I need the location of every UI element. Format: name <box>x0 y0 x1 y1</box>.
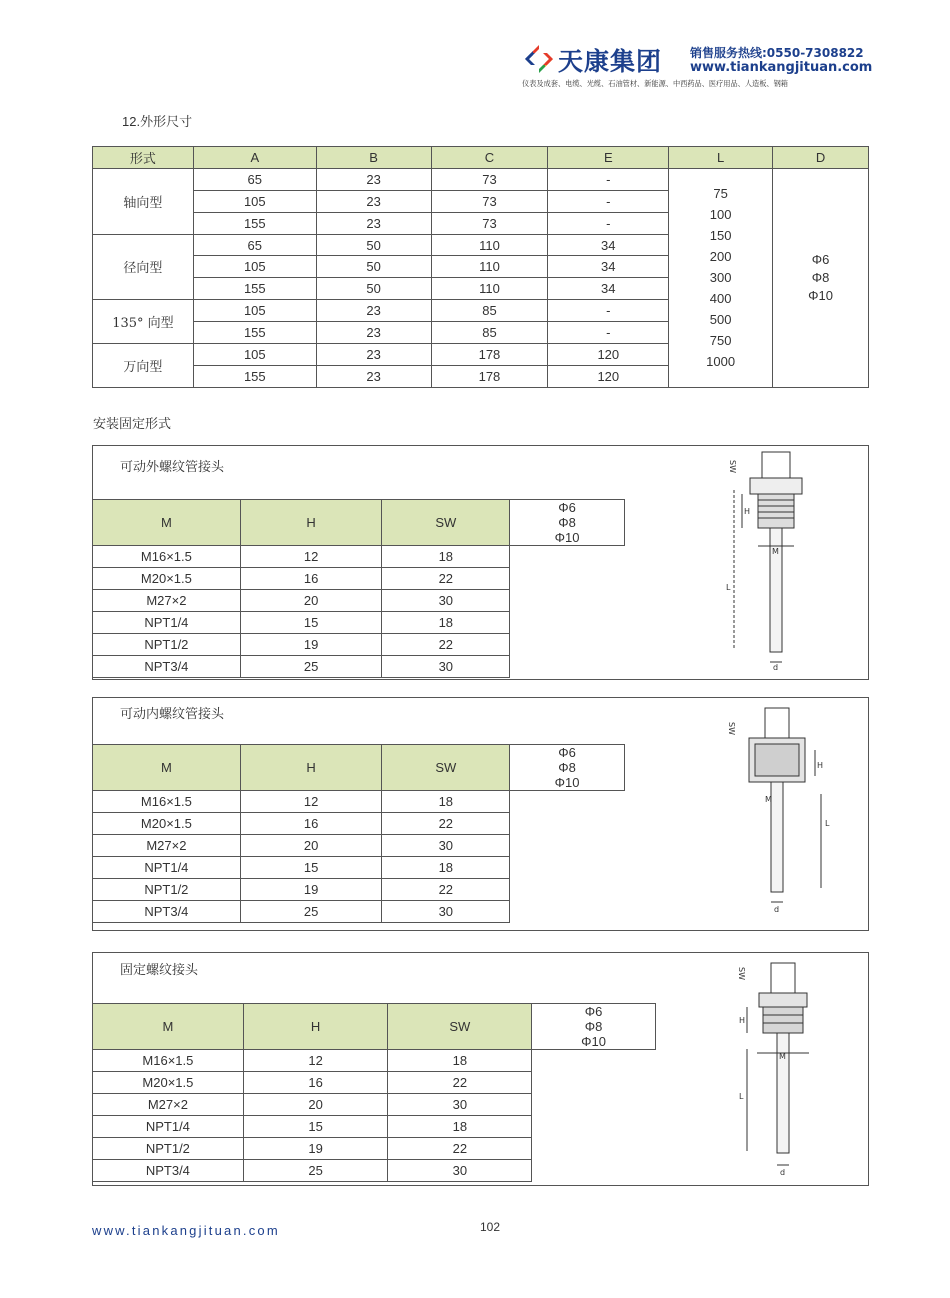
install-header-row <box>93 500 625 546</box>
business-tagline: 仪表及成套、电缆、光缆、石油管材、新能源、中西药品、医疗用品、人造板、钢箱 <box>522 79 788 88</box>
cell-b: 23 <box>316 344 431 366</box>
cell-sw: 18 <box>388 1050 532 1072</box>
header-d: D <box>773 147 869 169</box>
cell-m: NPT1/2 <box>93 634 241 656</box>
cell-b: 23 <box>316 190 431 212</box>
cell-a: 105 <box>193 256 316 278</box>
footer-website-link[interactable]: www.tiankangjituan.com <box>92 1223 280 1238</box>
cell-sw: 30 <box>382 901 510 923</box>
cell-m: M20×1.5 <box>93 1072 244 1094</box>
cell-sw: 18 <box>382 857 510 879</box>
m-label: M <box>765 795 772 804</box>
install-section-internal-thread <box>92 697 869 931</box>
cell-m: M27×2 <box>93 1094 244 1116</box>
table-row <box>93 879 625 901</box>
cell-e: 120 <box>548 344 669 366</box>
cell-sw: 18 <box>388 1116 532 1138</box>
cell-h: 12 <box>240 791 382 813</box>
l-values-cell <box>669 168 773 387</box>
cell-b: 23 <box>316 322 431 344</box>
d-values-cell <box>510 745 625 791</box>
install-table <box>92 499 625 678</box>
d-label: d <box>773 663 779 672</box>
cell-m: NPT1/2 <box>93 1138 244 1160</box>
cell-sw: 30 <box>388 1160 532 1182</box>
brand-logo-icon <box>522 42 556 76</box>
d-values-cell <box>773 168 869 387</box>
cell-sw: 18 <box>382 791 510 813</box>
install-header-row <box>93 745 625 791</box>
cell-h: 20 <box>243 1094 388 1116</box>
header-c: C <box>431 147 548 169</box>
cell-m: NPT1/4 <box>93 857 241 879</box>
cell-h: 15 <box>240 612 382 634</box>
dimension-table <box>92 146 869 388</box>
cell-sw: 18 <box>382 612 510 634</box>
table-row <box>93 656 625 678</box>
section-title-installation: 安装固定形式 <box>93 417 172 432</box>
cell-h: 25 <box>240 656 382 678</box>
cell-sw: 30 <box>382 835 510 857</box>
cell-m: M20×1.5 <box>93 813 241 835</box>
sw-label: SW <box>737 967 746 980</box>
header-sw: SW <box>382 745 510 791</box>
l-value: 400 <box>709 291 732 307</box>
cell-m: NPT3/4 <box>93 901 241 923</box>
cell-c: 73 <box>431 212 548 234</box>
l-value: 100 <box>709 207 732 223</box>
table-row <box>93 590 625 612</box>
l-value: 750 <box>709 333 732 349</box>
cell-b: 50 <box>316 234 431 256</box>
cell-m: M27×2 <box>93 835 241 857</box>
table-row <box>93 1094 656 1116</box>
cell-sw: 22 <box>388 1138 532 1160</box>
table-row <box>93 1160 656 1182</box>
header-sw: SW <box>388 1004 532 1050</box>
cell-c: 73 <box>431 168 548 190</box>
internal-thread-fitting-drawing <box>721 706 841 924</box>
brand-name: 天康集团 <box>558 47 663 76</box>
d-value: Φ8 <box>811 269 830 285</box>
cell-a: 155 <box>193 278 316 300</box>
m-label: M <box>779 1052 786 1061</box>
install-section-title: 可动外螺纹管接头 <box>120 460 225 475</box>
cell-e: 120 <box>548 365 669 387</box>
cell-c: 85 <box>431 322 548 344</box>
cell-sw: 18 <box>382 546 510 568</box>
type-cell: 轴向型 <box>93 168 194 234</box>
cell-h: 25 <box>240 901 382 923</box>
cell-b: 50 <box>316 278 431 300</box>
type-cell: 万向型 <box>93 344 194 388</box>
cell-h: 16 <box>240 813 382 835</box>
fixed-thread-fitting-drawing <box>729 959 839 1181</box>
table-row <box>93 568 625 590</box>
table-row <box>93 791 625 813</box>
d-label: d <box>780 1168 786 1177</box>
cell-b: 23 <box>316 212 431 234</box>
table-row <box>93 1072 656 1094</box>
header-m: M <box>93 745 241 791</box>
cell-a: 105 <box>193 344 316 366</box>
l-value: 150 <box>709 228 732 244</box>
cell-m: M20×1.5 <box>93 568 241 590</box>
cell-h: 20 <box>240 835 382 857</box>
type-cell: 径向型 <box>93 234 194 300</box>
type-cell: 135° 向型 <box>93 300 194 344</box>
d-value: Φ10 <box>554 775 580 790</box>
cell-c: 178 <box>431 344 548 366</box>
l-value: 75 <box>713 186 728 202</box>
header-h: H <box>240 745 382 791</box>
sw-label: SW <box>728 460 737 473</box>
install-section-external-thread <box>92 445 869 680</box>
cell-a: 105 <box>193 190 316 212</box>
h-label: H <box>817 761 824 770</box>
cell-sw: 22 <box>382 879 510 901</box>
cell-e: 34 <box>548 256 669 278</box>
table-row <box>93 835 625 857</box>
d-value: Φ8 <box>584 1019 603 1034</box>
install-header-row <box>93 1004 656 1050</box>
l-value: 1000 <box>706 354 736 370</box>
table-row <box>93 1138 656 1160</box>
cell-sw: 30 <box>382 656 510 678</box>
cell-m: NPT3/4 <box>93 656 241 678</box>
table-row <box>93 813 625 835</box>
cell-e: - <box>548 212 669 234</box>
cell-h: 16 <box>240 568 382 590</box>
cell-sw: 22 <box>382 813 510 835</box>
cell-m: M27×2 <box>93 590 241 612</box>
l-value: 200 <box>709 249 732 265</box>
table-row <box>93 612 625 634</box>
cell-h: 12 <box>240 546 382 568</box>
cell-e: - <box>548 190 669 212</box>
external-thread-fitting-drawing <box>720 450 840 672</box>
install-section-fixed-thread <box>92 952 869 1186</box>
cell-m: NPT1/2 <box>93 879 241 901</box>
cell-c: 73 <box>431 190 548 212</box>
cell-h: 19 <box>243 1138 388 1160</box>
cell-c: 110 <box>431 256 548 278</box>
cell-h: 20 <box>240 590 382 612</box>
table-header-row <box>93 147 869 169</box>
cell-sw: 30 <box>388 1094 532 1116</box>
cell-h: 19 <box>240 634 382 656</box>
l-label: L <box>825 819 830 828</box>
cell-h: 15 <box>240 857 382 879</box>
table-row <box>93 546 625 568</box>
header-h: H <box>243 1004 388 1050</box>
cell-a: 155 <box>193 212 316 234</box>
cell-h: 19 <box>240 879 382 901</box>
d-value: Φ6 <box>558 745 576 760</box>
cell-b: 23 <box>316 168 431 190</box>
m-label: M <box>772 547 779 556</box>
cell-c: 110 <box>431 234 548 256</box>
install-section-title: 固定螺纹接头 <box>120 963 199 978</box>
d-value: Φ10 <box>554 530 580 545</box>
cell-sw: 22 <box>382 568 510 590</box>
header-l: L <box>669 147 773 169</box>
header-type: 形式 <box>93 147 194 169</box>
sw-label: SW <box>727 722 736 735</box>
cell-m: NPT1/4 <box>93 1116 244 1138</box>
header-e: E <box>548 147 669 169</box>
cell-e: - <box>548 322 669 344</box>
d-value: Φ8 <box>558 760 576 775</box>
d-value: Φ10 <box>808 287 833 303</box>
d-values-cell <box>510 500 625 546</box>
cell-h: 25 <box>243 1160 388 1182</box>
header-a: A <box>193 147 316 169</box>
d-value: Φ6 <box>558 500 576 515</box>
cell-c: 110 <box>431 278 548 300</box>
table-row <box>93 901 625 923</box>
cell-e: - <box>548 168 669 190</box>
cell-e: 34 <box>548 234 669 256</box>
d-label: d <box>774 905 780 914</box>
cell-h: 12 <box>243 1050 388 1072</box>
cell-e: 34 <box>548 278 669 300</box>
cell-m: NPT3/4 <box>93 1160 244 1182</box>
cell-m: NPT1/4 <box>93 612 241 634</box>
cell-e: - <box>548 300 669 322</box>
cell-a: 155 <box>193 365 316 387</box>
table-row <box>93 1116 656 1138</box>
l-value: 500 <box>709 312 732 328</box>
cell-sw: 30 <box>382 590 510 612</box>
cell-m: M16×1.5 <box>93 546 241 568</box>
l-label: L <box>726 583 731 592</box>
header-website-link[interactable]: www.tiankangjituan.com <box>690 60 873 75</box>
table-row <box>93 1050 656 1072</box>
l-label: L <box>739 1092 744 1101</box>
cell-m: M16×1.5 <box>93 791 241 813</box>
section-title-dimensions: 12.外形尺寸 <box>122 114 193 129</box>
cell-a: 105 <box>193 300 316 322</box>
cell-sw: 22 <box>388 1072 532 1094</box>
cell-b: 50 <box>316 256 431 278</box>
l-value: 300 <box>709 270 732 286</box>
header-b: B <box>316 147 431 169</box>
install-section-title: 可动内螺纹管接头 <box>120 707 225 722</box>
table-row <box>93 168 869 190</box>
cell-a: 65 <box>193 234 316 256</box>
header-m: M <box>93 1004 244 1050</box>
install-table <box>92 1003 656 1182</box>
d-value: Φ8 <box>558 515 576 530</box>
cell-c: 178 <box>431 365 548 387</box>
d-value: Φ6 <box>584 1004 603 1019</box>
install-table <box>92 744 625 923</box>
d-value: Φ6 <box>811 251 830 267</box>
cell-b: 23 <box>316 300 431 322</box>
header-sw: SW <box>382 500 510 546</box>
page-number: 102 <box>480 1220 501 1234</box>
d-values-cell <box>532 1004 656 1050</box>
cell-a: 155 <box>193 322 316 344</box>
header-m: M <box>93 500 241 546</box>
cell-b: 23 <box>316 365 431 387</box>
table-row <box>93 857 625 879</box>
d-value: Φ10 <box>581 1034 607 1049</box>
cell-h: 16 <box>243 1072 388 1094</box>
header-h: H <box>240 500 382 546</box>
h-label: H <box>739 1016 746 1025</box>
table-row <box>93 634 625 656</box>
cell-a: 65 <box>193 168 316 190</box>
cell-h: 15 <box>243 1116 388 1138</box>
h-label: H <box>744 507 751 516</box>
cell-m: M16×1.5 <box>93 1050 244 1072</box>
cell-sw: 22 <box>382 634 510 656</box>
sales-hotline: 销售服务热线:0550-7308822 <box>690 46 864 60</box>
cell-c: 85 <box>431 300 548 322</box>
